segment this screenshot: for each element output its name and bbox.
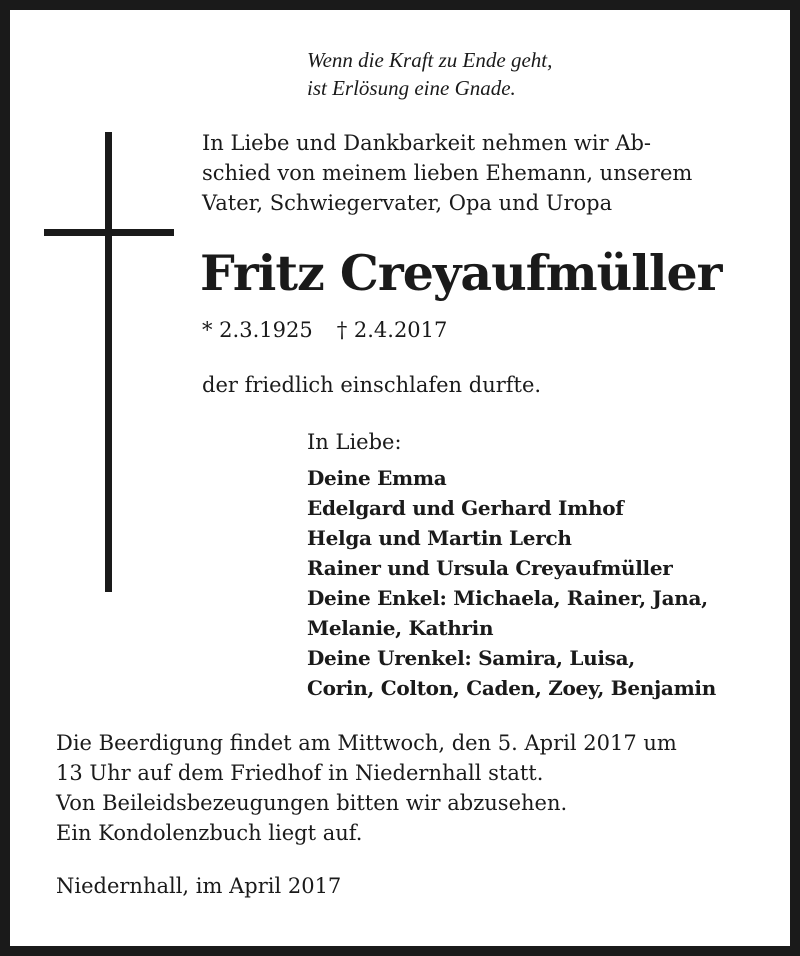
deceased-name: Fritz Creyaufmüller bbox=[200, 244, 722, 302]
motto-line: ist Erlösung eine Gnade. bbox=[307, 76, 516, 100]
mourner-line: Deine Emma bbox=[307, 466, 447, 490]
funeral-line: Ein Kondolenzbuch liegt auf. bbox=[56, 821, 363, 845]
motto bbox=[307, 46, 552, 102]
funeral-line: 13 Uhr auf dem Friedhof in Niedernhall statt. bbox=[56, 761, 544, 785]
mourner-line: Melanie, Kathrin bbox=[307, 616, 494, 640]
intro-line: schied von meinem lieben Ehemann, unserem bbox=[202, 161, 693, 185]
intro-line: Vater, Schwiegervater, Opa und Uropa bbox=[202, 191, 613, 215]
place-date: Niedernhall, im April 2017 bbox=[56, 874, 342, 898]
life-dates bbox=[202, 315, 447, 345]
cross-horizontal-bar bbox=[44, 229, 174, 236]
passing-text: der friedlich einschlafen durfte. bbox=[202, 373, 542, 397]
mourner-line: Rainer und Ursula Creyaufmüller bbox=[307, 556, 673, 580]
mourner-line: Helga und Martin Lerch bbox=[307, 526, 572, 550]
funeral-line: Die Beerdigung findet am Mittwoch, den 5. April 2017 um bbox=[56, 731, 677, 755]
intro-line: In Liebe und Dankbarkeit nehmen wir Ab- bbox=[202, 131, 652, 155]
motto-line: Wenn die Kraft zu Ende geht, bbox=[307, 48, 553, 72]
birth-date: * 2.3.1925 bbox=[202, 318, 313, 342]
mourner-line: Corin, Colton, Caden, Zoey, Benjamin bbox=[307, 676, 716, 700]
funeral-line: Von Beileidsbezeugungen bitten wir abzusehen. bbox=[56, 791, 568, 815]
mourners-list bbox=[307, 463, 716, 703]
mourners-label: In Liebe: bbox=[307, 430, 402, 454]
mourner-line: Deine Urenkel: Samira, Luisa, bbox=[307, 646, 635, 670]
intro-text bbox=[202, 128, 692, 218]
mourner-line: Deine Enkel: Michaela, Rainer, Jana, bbox=[307, 586, 708, 610]
funeral-info bbox=[56, 728, 677, 848]
mourner-line: Edelgard und Gerhard Imhof bbox=[307, 496, 624, 520]
death-date: † 2.4.2017 bbox=[336, 318, 448, 342]
cross-vertical-bar bbox=[105, 132, 112, 592]
